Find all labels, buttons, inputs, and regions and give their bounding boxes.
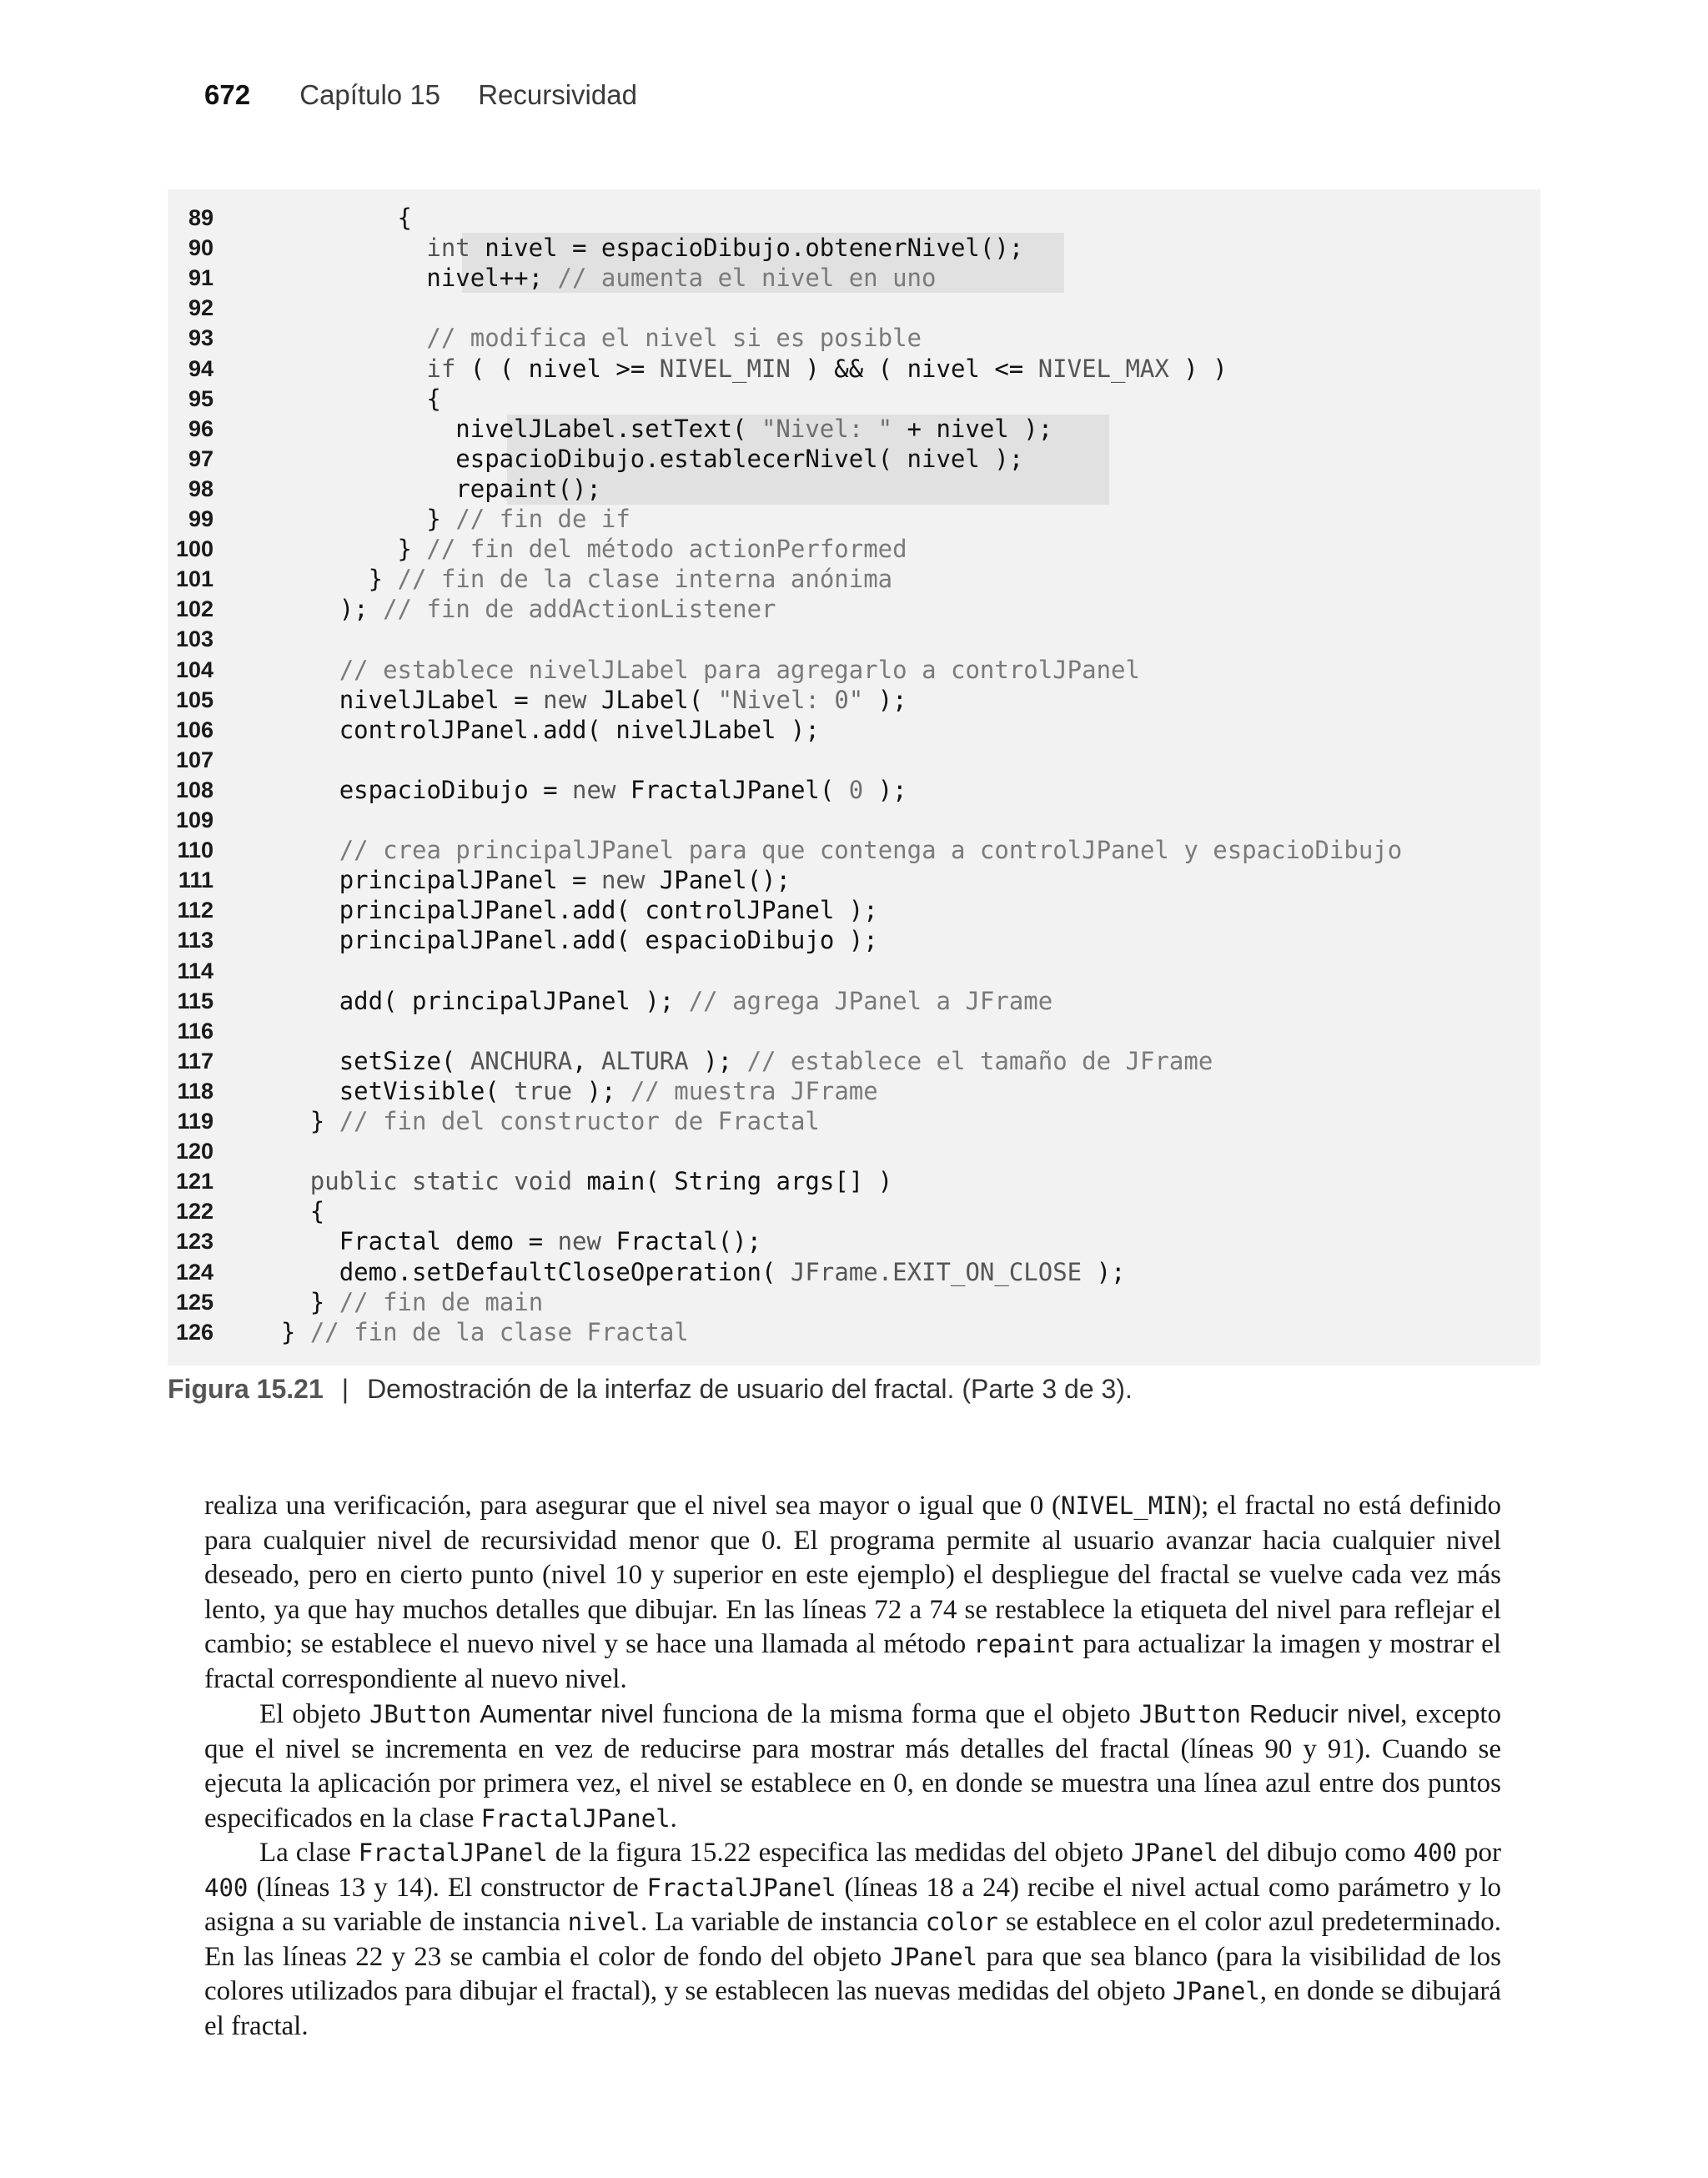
line-number: 90 [188, 235, 214, 261]
code-token: demo.setDefaultCloseOperation( [339, 1257, 791, 1286]
inline-code: JPanel [1130, 1838, 1218, 1867]
code-text [426, 263, 936, 293]
chapter-title: Recursividad [478, 79, 637, 110]
text-run: (líneas 18 a 24) recibe el nivel actual como parámetro y lo asigna a su variable de instancia [204, 1872, 1501, 1937]
inline-code: 400 [204, 1873, 249, 1902]
code-token: ); [688, 1046, 747, 1075]
code-text [426, 354, 1227, 384]
code-token: } [309, 1107, 339, 1135]
running-header [204, 79, 637, 121]
inline-code: FractalJPanel [646, 1873, 836, 1902]
caption-text: Demostración de la interfaz de usuario del fractal. (Parte 3 de 3). [367, 1374, 1133, 1404]
code-token: controlJPanel.add( nivelJLabel ); [339, 715, 820, 744]
line-number: 94 [188, 355, 214, 381]
text-run: La clase [259, 1838, 359, 1868]
code-line [168, 504, 1540, 534]
code-line [168, 1076, 1540, 1106]
code-line [168, 444, 1540, 474]
code-text [398, 534, 907, 564]
code-token: ); [572, 1076, 630, 1105]
code-token: nivel++; [426, 264, 558, 293]
code-comment: // agrega JPanel a JFrame [688, 986, 1053, 1015]
code-line [168, 925, 1540, 955]
line-number: 99 [188, 506, 214, 531]
code-text [339, 986, 1053, 1016]
code-line [168, 745, 1540, 775]
line-number: 102 [175, 596, 214, 622]
code-token: nivelJLabel = [339, 685, 544, 714]
line-number: 92 [188, 295, 214, 321]
code-line [168, 655, 1540, 685]
line-number: 118 [177, 1078, 214, 1104]
code-token: "Nivel: 0" [717, 685, 864, 714]
text-run: ); el fractal no está definido para cualquier nivel de recursividad menor que 0. El programa permite al usuario avanzar hacia cualquier nivel deseado, pero en cierto punto (nivel 10 y superior en este ejemplo) el despliegue del fractal se vuelve cada vez más lento, ya que hay muchos detalles que dibujar. En las líneas 72 a 74 se restablece la etiqueta del nivel para reflejar el cambio; se establece el nuevo nivel y se hace una llamada al método [204, 1491, 1501, 1659]
code-line [168, 594, 1540, 624]
figure-caption [168, 1368, 1133, 1410]
line-number: 101 [175, 566, 214, 592]
code-line [168, 1257, 1540, 1287]
code-token: principalJPanel = [339, 866, 601, 895]
code-comment: // fin del método actionPerformed [426, 535, 907, 564]
line-number: 89 [188, 205, 214, 230]
body-paragraph [204, 1836, 1501, 2044]
code-token: 0 [848, 775, 864, 804]
code-line [168, 534, 1540, 564]
line-number: 111 [178, 868, 214, 893]
code-comment: // fin de main [339, 1287, 544, 1316]
chapter-label: Capítulo 15 [299, 79, 441, 110]
inline-code: FractalJPanel [480, 1803, 671, 1833]
code-text [339, 594, 776, 624]
text-run: del dibujo como [1218, 1838, 1414, 1868]
code-token: add( principalJPanel ); [339, 986, 689, 1015]
code-line [168, 564, 1540, 594]
inline-code: NIVEL_MIN [1060, 1491, 1193, 1520]
line-number: 100 [175, 536, 214, 562]
code-token: setVisible( [339, 1076, 515, 1105]
code-text [339, 1257, 1126, 1287]
code-token: repaint(); [455, 474, 601, 503]
code-token: ( ( nivel >= [455, 354, 660, 383]
line-number: 121 [175, 1169, 214, 1195]
code-comment: // aumenta el nivel en uno [557, 264, 937, 293]
code-line [168, 805, 1540, 835]
line-number: 122 [175, 1199, 214, 1225]
code-line [168, 1046, 1540, 1076]
code-line [168, 1196, 1540, 1226]
code-text [426, 233, 1023, 263]
text-run: funciona de la misma forma que el objeto [653, 1699, 1139, 1729]
text-run: . La variable de instancia [640, 1907, 926, 1937]
text-run: por [1457, 1838, 1501, 1868]
code-line [168, 1287, 1540, 1317]
text-run: , en donde se dibujará el fractal. [204, 1976, 1501, 2041]
code-token: principalJPanel.add( espacioDibujo ); [339, 926, 878, 955]
code-text [339, 1046, 1213, 1076]
code-text [310, 1196, 324, 1226]
code-text [339, 925, 878, 955]
line-number: 113 [177, 928, 214, 953]
code-line [168, 624, 1540, 654]
code-text [310, 1287, 543, 1317]
code-token: true [514, 1076, 573, 1105]
code-line [168, 474, 1540, 504]
code-token: ANCHURA [470, 1046, 573, 1075]
code-text [455, 474, 601, 504]
code-token: ALTURA [600, 1046, 689, 1075]
code-token: { [397, 204, 412, 232]
code-line [168, 1317, 1540, 1347]
code-text [455, 444, 1023, 474]
line-number: 119 [177, 1109, 214, 1134]
inline-code: JButton [1138, 1700, 1241, 1728]
line-number: 110 [177, 837, 214, 863]
line-number: 106 [175, 717, 214, 742]
code-token: ) ) [1168, 354, 1228, 383]
code-token: nivelJLabel.setText( [455, 414, 761, 443]
code-line [168, 293, 1540, 323]
code-text [339, 775, 907, 805]
code-comment: // establece nivelJLabel para agregarlo a controlJPanel [339, 655, 1140, 684]
code-token: JFrame.EXIT_ON_CLOSE [790, 1257, 1083, 1286]
text-run: realiza una verificación, para asegurar que el nivel sea mayor o igual que 0 ( [204, 1491, 1061, 1521]
code-line [168, 323, 1540, 353]
code-comment: // fin de if [455, 505, 630, 533]
line-number: 117 [177, 1048, 214, 1074]
code-token: espacioDibujo.establecerNivel( nivel ); [455, 444, 1024, 473]
code-text [426, 504, 630, 534]
inline-code: FractalJPanel [358, 1838, 548, 1867]
code-line [168, 865, 1540, 895]
code-token: new [557, 1227, 601, 1256]
line-number: 107 [175, 747, 214, 772]
code-line [168, 263, 1540, 293]
code-token: } [368, 565, 398, 594]
code-token: Fractal demo = [339, 1227, 558, 1256]
code-text [369, 564, 893, 594]
code-token: } [397, 535, 427, 564]
ui-label: Aumentar nivel [480, 1699, 654, 1728]
code-token: Fractal(); [600, 1227, 762, 1256]
text-run: . [670, 1803, 677, 1833]
line-number: 120 [175, 1139, 214, 1164]
text-run: para que sea blanco (para la visibilidad de los colores utilizados para dibujar el fractal), y se establecen las nuevas medidas del objeto [204, 1941, 1501, 2006]
text-run: de la figura 15.22 especifica las medidas del objeto [547, 1838, 1131, 1868]
code-token: ); [339, 595, 384, 624]
code-token: JLabel( [586, 685, 718, 714]
inline-code: JPanel [890, 1942, 978, 1971]
code-token: ); [863, 685, 907, 714]
code-text [310, 1166, 892, 1196]
line-number: 105 [175, 687, 214, 712]
code-comment: // fin del constructor de Fractal [339, 1107, 820, 1135]
code-line [168, 715, 1540, 745]
code-line [168, 685, 1540, 715]
code-token: main( String args[] ) [572, 1167, 893, 1196]
code-comment: // muestra JFrame [630, 1076, 878, 1105]
text-run [471, 1699, 480, 1729]
code-token: ); [1082, 1257, 1126, 1286]
text-run: , excepto que el nivel se incrementa en vez de reducirse para mostrar más detalles del fractal (líneas 90 y 91). Cuando se ejecuta la aplicación por primera vez, el nivel se establece en 0, en donde se muestra una línea azul entre dos puntos especificados en la clase [204, 1699, 1501, 1833]
ui-label: Reducir nivel [1249, 1699, 1401, 1728]
code-token: if [426, 354, 456, 383]
code-text [339, 685, 907, 715]
line-number: 95 [188, 385, 214, 411]
code-line [168, 835, 1540, 865]
code-token: ); [863, 775, 907, 804]
line-number: 115 [177, 988, 214, 1014]
code-line [168, 775, 1540, 805]
code-text [339, 1076, 878, 1106]
line-number: 97 [188, 445, 214, 471]
page-number: 672 [204, 79, 251, 110]
code-text [310, 1106, 820, 1136]
code-token: { [426, 384, 441, 413]
code-token: principalJPanel.add( controlJPanel ); [339, 896, 878, 925]
code-token: + nivel ); [892, 414, 1053, 443]
code-text [339, 1226, 761, 1256]
code-text [339, 655, 1140, 685]
code-token: NIVEL_MAX [1037, 354, 1169, 383]
code-token: ) && ( nivel <= [790, 354, 1038, 383]
body-paragraph [204, 1489, 1501, 1697]
code-comment: // establece el tamaño de JFrame [746, 1046, 1213, 1075]
line-number: 125 [175, 1289, 214, 1315]
code-token: new [572, 775, 616, 804]
code-line [168, 895, 1540, 925]
code-line [168, 203, 1540, 233]
code-line [168, 1166, 1540, 1196]
code-line [168, 414, 1540, 444]
line-number: 124 [175, 1259, 214, 1285]
code-text [339, 715, 820, 745]
code-line [168, 986, 1540, 1016]
code-text [339, 835, 1403, 865]
line-number: 126 [175, 1319, 214, 1345]
code-comment: // fin de la clase Fractal [309, 1317, 689, 1346]
code-token: setSize( [339, 1046, 470, 1075]
inline-code: repaint [973, 1630, 1076, 1658]
inline-code: 400 [1413, 1838, 1458, 1867]
code-token: espacioDibujo = [339, 775, 573, 804]
line-number: 114 [177, 958, 214, 983]
body-paragraph [204, 1697, 1501, 1836]
inline-code: JPanel [1173, 1977, 1260, 2005]
code-comment: // fin de addActionListener [383, 595, 776, 624]
code-text [426, 323, 922, 353]
code-line [168, 1226, 1540, 1256]
code-comment: // fin de la clase interna anónima [397, 565, 893, 594]
code-text [339, 895, 878, 925]
line-number: 104 [175, 656, 214, 682]
code-token: { [309, 1197, 325, 1226]
code-token: nivel = espacioDibujo.obtenerNivel(); [470, 234, 1024, 263]
code-token: new [543, 685, 587, 714]
line-number: 109 [175, 807, 214, 832]
code-text [339, 865, 791, 895]
code-token: "Nivel: " [761, 414, 893, 443]
line-number: 108 [175, 777, 214, 802]
code-token: FractalJPanel( [615, 775, 849, 804]
inline-code: color [925, 1908, 999, 1936]
code-text [398, 203, 412, 233]
line-number: 112 [177, 898, 214, 923]
code-token: } [280, 1317, 310, 1346]
body-text [204, 1489, 1501, 2044]
code-line [168, 233, 1540, 263]
inline-code: JButton [369, 1700, 472, 1728]
figure-label: Figura 15.21 [168, 1374, 324, 1404]
code-comment: // crea principalJPanel para que contenga a controlJPanel y espacioDibujo [339, 836, 1403, 865]
caption-separator: | [341, 1374, 349, 1404]
code-line [168, 354, 1540, 384]
code-token: } [309, 1287, 339, 1316]
code-text [281, 1317, 689, 1347]
line-number: 116 [177, 1018, 214, 1044]
code-token: int [426, 234, 470, 263]
code-token: } [426, 505, 456, 533]
line-number: 96 [188, 415, 214, 441]
code-text [455, 414, 1052, 444]
text-run: El objeto [259, 1699, 369, 1729]
code-comment: // modifica el nivel si es posible [426, 324, 922, 353]
code-token: public static void [309, 1167, 573, 1196]
code-line [168, 1136, 1540, 1166]
code-token: new [600, 866, 646, 895]
line-number: 123 [175, 1229, 214, 1255]
code-line [168, 956, 1540, 986]
code-listing [168, 189, 1540, 1366]
text-run: (líneas 13 y 14). El constructor de [248, 1872, 647, 1903]
code-token: , [572, 1046, 601, 1075]
text-run: para actualizar la imagen y mostrar el fractal correspondiente al nuevo nivel. [204, 1629, 1501, 1694]
text-run [1241, 1699, 1249, 1729]
code-text [426, 384, 440, 414]
line-number: 91 [188, 265, 214, 291]
code-token: JPanel(); [645, 866, 791, 895]
line-number: 98 [188, 475, 214, 501]
code-line [168, 1016, 1540, 1046]
code-line [168, 384, 1540, 414]
code-line [168, 1106, 1540, 1136]
line-number: 93 [188, 325, 214, 351]
text-run: se establece en el color azul predeterminado. En las líneas 22 y 23 se cambia el color de fondo del objeto [204, 1907, 1501, 1972]
inline-code: nivel [567, 1908, 641, 1936]
code-token: NIVEL_MIN [659, 354, 791, 383]
line-number: 103 [175, 626, 214, 652]
